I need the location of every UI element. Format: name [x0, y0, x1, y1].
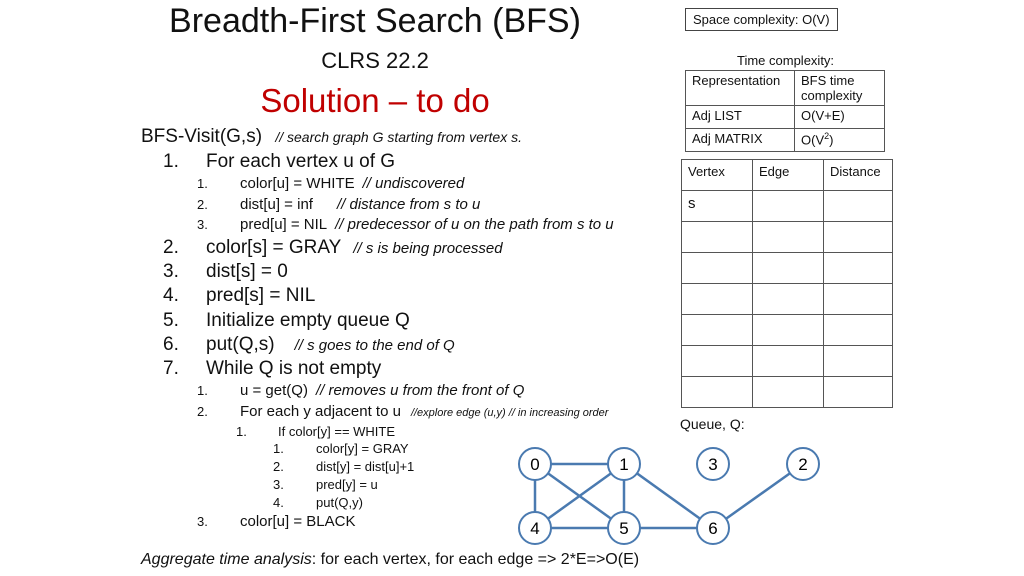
- code-line: [197, 216, 614, 233]
- time-complexity-caption: Time complexity:: [737, 53, 835, 68]
- line-number: 4.: [163, 285, 179, 306]
- line-number: 1.: [197, 176, 208, 191]
- node-label: 2: [798, 455, 808, 474]
- line-text: For each y adjacent to u: [240, 403, 401, 420]
- node-1: [608, 448, 640, 480]
- line-number: 4.: [273, 495, 284, 510]
- code-heading-text: BFS-Visit(G,s): [141, 126, 263, 147]
- table-row: [682, 253, 893, 284]
- line-comment: // s goes to the end of Q: [294, 337, 455, 354]
- vertex-cell: [682, 222, 753, 253]
- line-comment: // distance from s to u: [336, 196, 481, 213]
- queue-label: Queue, Q:: [680, 416, 745, 432]
- code-line: [197, 175, 464, 192]
- edge-cell: [753, 377, 824, 408]
- line-text: While Q is not empty: [206, 358, 382, 379]
- code-line: [163, 358, 381, 380]
- distance-cell: [824, 253, 893, 284]
- line-comment: // predecessor of u on the path from s to u: [335, 216, 614, 233]
- edge-cell: [753, 222, 824, 253]
- line-number: 1.: [273, 441, 284, 456]
- line-text: color[s] = GRAY: [206, 237, 342, 258]
- code-line: [273, 495, 363, 510]
- time-complexity-table: [685, 70, 885, 152]
- distance-cell: [824, 191, 893, 222]
- tc-cell-rep: Adj LIST: [686, 106, 795, 129]
- code-line: [163, 285, 315, 307]
- table-row: [682, 191, 893, 222]
- line-comment: //explore edge (u,y) // in increasing order: [410, 407, 609, 419]
- tc-cell-cost: [795, 129, 885, 152]
- code-heading: [141, 126, 522, 148]
- line-number: 1.: [197, 383, 208, 398]
- table-row: [682, 377, 893, 408]
- line-text: pred[s] = NIL: [206, 285, 316, 306]
- node-label: 5: [619, 519, 629, 538]
- table-row: [686, 129, 885, 152]
- node-0: [519, 448, 551, 480]
- code-line: [163, 310, 410, 332]
- distance-cell: [824, 346, 893, 377]
- table-row: [682, 315, 893, 346]
- node-3: [697, 448, 729, 480]
- graph-edges: [535, 464, 803, 528]
- line-text: Initialize empty queue Q: [206, 310, 410, 331]
- node-5: [608, 512, 640, 544]
- node-label: 0: [530, 455, 540, 474]
- code-line: [163, 237, 503, 259]
- line-text: dist[u] = inf: [240, 196, 313, 213]
- edge-cell: [753, 315, 824, 346]
- aggregate-text: : for each vertex, for each edge => 2*E=>O(E): [311, 551, 640, 568]
- table-row: [682, 284, 893, 315]
- edge-cell: [753, 284, 824, 315]
- line-text: pred[y] = u: [316, 477, 378, 492]
- line-text: For each vertex u of G: [206, 151, 396, 172]
- line-text: color[y] = GRAY: [316, 441, 409, 456]
- code-line: [273, 441, 409, 456]
- table-row: [686, 106, 885, 129]
- edge-cell: [753, 346, 824, 377]
- tc-header-representation: Representation: [686, 71, 795, 106]
- vertex-cell: [682, 315, 753, 346]
- node-4: [519, 512, 551, 544]
- line-comment: // removes u from the front of Q: [315, 382, 525, 399]
- tc-cost-end: ): [829, 132, 834, 148]
- line-number: 1.: [236, 424, 247, 439]
- edge-cell: [753, 191, 824, 222]
- node-6: [697, 512, 729, 544]
- vertex-header: Vertex: [682, 160, 753, 191]
- distance-cell: [824, 222, 893, 253]
- line-number: 3.: [273, 477, 284, 492]
- line-number: 5.: [163, 310, 179, 331]
- code-line: [273, 459, 414, 474]
- aggregate-analysis: [141, 551, 639, 569]
- code-line: [197, 382, 524, 399]
- code-line: [197, 196, 480, 213]
- line-comment: // s is being processed: [353, 240, 503, 257]
- page-title: Breadth-First Search (BFS): [169, 2, 581, 40]
- code-line: [163, 151, 395, 173]
- solution-heading: Solution – to do: [260, 82, 490, 119]
- node-label: 1: [619, 455, 629, 474]
- node-label: 6: [708, 519, 718, 538]
- line-text: put(Q,s): [206, 334, 275, 355]
- code-line: [163, 261, 288, 283]
- code-line: [236, 424, 395, 439]
- line-comment: // undiscovered: [362, 175, 465, 192]
- tc-cell-rep: Adj MATRIX: [686, 129, 795, 152]
- code-line: [273, 477, 378, 492]
- vertex-cell: [682, 377, 753, 408]
- line-number: 1.: [163, 151, 179, 172]
- distance-header: Distance: [824, 160, 893, 191]
- line-number: 2.: [273, 459, 284, 474]
- edge-header: Edge: [753, 160, 824, 191]
- table-row: [682, 346, 893, 377]
- line-text: pred[u] = NIL: [240, 216, 328, 233]
- line-text: If color[y] == WHITE: [278, 424, 396, 439]
- line-text: dist[s] = 0: [206, 261, 288, 282]
- line-number: 2.: [197, 197, 208, 212]
- line-number: 3.: [197, 514, 208, 529]
- code-heading-comment: // search graph G starting from vertex s.: [275, 129, 522, 145]
- tc-cost-sup: 2: [824, 131, 830, 141]
- line-text: put(Q,y): [316, 495, 363, 510]
- node-2: [787, 448, 819, 480]
- line-text: u = get(Q): [240, 382, 308, 399]
- node-label: 4: [530, 519, 540, 538]
- bfs-graph: [505, 440, 835, 550]
- distance-cell: [824, 284, 893, 315]
- code-line: [163, 334, 455, 356]
- code-line: [197, 513, 355, 530]
- line-number: 2.: [197, 404, 208, 419]
- line-number: 2.: [163, 237, 179, 258]
- tc-cell-cost: O(V+E): [795, 106, 885, 129]
- distance-cell: [824, 377, 893, 408]
- node-label: 3: [708, 455, 718, 474]
- line-number: 6.: [163, 334, 179, 355]
- table-row: [682, 222, 893, 253]
- distance-cell: [824, 315, 893, 346]
- page-subtitle: CLRS 22.2: [321, 48, 429, 73]
- vertex-cell: [682, 253, 753, 284]
- vertex-cell: s: [682, 191, 753, 222]
- vertex-table: [681, 159, 893, 408]
- tc-header-bfs-time: BFS time complexity: [795, 71, 885, 106]
- tc-cost-base: O(V: [801, 132, 825, 148]
- space-complexity-box: Space complexity: O(V): [685, 8, 838, 31]
- vertex-cell: [682, 346, 753, 377]
- line-text: color[u] = WHITE: [240, 175, 355, 192]
- line-number: 3.: [163, 261, 179, 282]
- line-number: 7.: [163, 358, 179, 379]
- line-text: color[u] = BLACK: [240, 513, 356, 530]
- aggregate-label: Aggregate time analysis: [141, 551, 312, 568]
- line-text: dist[y] = dist[u]+1: [316, 459, 415, 474]
- code-line: [197, 403, 608, 420]
- vertex-cell: [682, 284, 753, 315]
- line-number: 3.: [197, 217, 208, 232]
- edge-cell: [753, 253, 824, 284]
